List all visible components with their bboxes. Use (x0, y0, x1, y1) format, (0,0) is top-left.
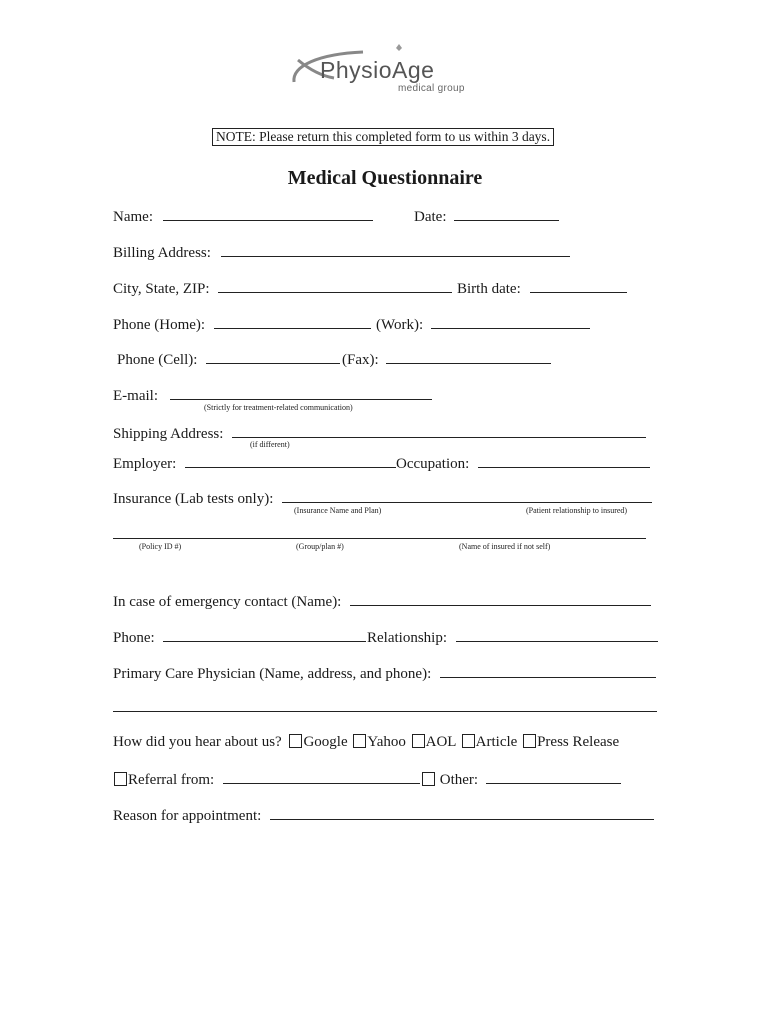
option-google-label: Google (303, 734, 348, 750)
billing-address-field[interactable] (221, 242, 570, 257)
employer-label: Employer: (113, 456, 177, 472)
city-state-zip-field[interactable] (218, 278, 452, 293)
policy-id-note: (Policy ID #) (139, 542, 182, 551)
phone-home-label: Phone (Home): (113, 317, 206, 333)
phone-cell-row (117, 349, 340, 369)
employer-field[interactable] (185, 453, 396, 468)
name-of-insured-note: (Name of insured if not self) (459, 542, 551, 551)
logo-brand-text: PhysioAge (320, 57, 435, 83)
checkbox-press-release[interactable] (523, 734, 536, 748)
other-label: Other: (439, 772, 479, 788)
patient-relationship-note: (Patient relationship to insured) (526, 506, 628, 515)
name-field[interactable] (163, 206, 373, 221)
hear-about-row (113, 733, 619, 751)
city-row (113, 278, 452, 298)
primary-care-row (113, 663, 656, 683)
insurance-name-note: (Insurance Name and Plan) (294, 506, 382, 515)
checkbox-article[interactable] (462, 734, 475, 748)
other-field[interactable] (486, 769, 621, 784)
birth-date-label: Birth date: (457, 281, 521, 297)
occupation-row (396, 453, 650, 473)
billing-address-label: Billing Address: (113, 245, 211, 261)
referral-from-field[interactable] (223, 769, 420, 784)
emergency-row (113, 591, 651, 611)
insurance-field[interactable] (282, 488, 652, 503)
reason-label: Reason for appointment: (113, 808, 262, 824)
birth-date-field[interactable] (530, 278, 627, 293)
policy-line-field[interactable] (113, 538, 646, 539)
billing-row (113, 242, 570, 262)
reason-row (113, 805, 654, 825)
other-row (422, 769, 621, 789)
checkbox-google[interactable] (289, 734, 302, 748)
option-press-release-label: Press Release (537, 734, 620, 750)
option-article-label: Article (475, 734, 518, 750)
primary-care-field-line2[interactable] (113, 711, 657, 712)
checkbox-aol[interactable] (412, 734, 425, 748)
referral-from-label: Referral from: (128, 772, 215, 788)
birth-date-row (457, 278, 627, 298)
phone-home-field[interactable] (214, 314, 371, 329)
name-row (113, 206, 373, 226)
emergency-phone-row (113, 627, 366, 647)
date-field[interactable] (454, 206, 559, 221)
insurance-row (113, 488, 652, 508)
relationship-field[interactable] (456, 627, 658, 642)
checkbox-referral[interactable] (114, 772, 127, 786)
option-yahoo-label: Yahoo (367, 734, 406, 750)
email-note: (Strictly for treatment-related communication) (204, 403, 353, 412)
fax-label: (Fax): (342, 352, 379, 368)
referral-row (114, 769, 420, 789)
page-title: Medical Questionnaire (287, 167, 483, 189)
email-label: E-mail: (113, 388, 158, 404)
emergency-phone-label: Phone: (113, 630, 155, 646)
phone-cell-label: Phone (Cell): (117, 352, 198, 368)
relationship-label: Relationship: (367, 630, 447, 646)
name-label: Name: (113, 209, 153, 225)
phone-home-row (113, 314, 371, 334)
occupation-label: Occupation: (396, 456, 470, 472)
relationship-row (367, 627, 658, 647)
group-plan-note: (Group/plan #) (296, 542, 344, 551)
fax-row (342, 349, 551, 369)
emergency-phone-field[interactable] (163, 627, 366, 642)
date-row (414, 206, 559, 226)
shipping-address-label: Shipping Address: (113, 426, 224, 442)
phone-cell-field[interactable] (206, 349, 340, 364)
work-phone-field[interactable] (431, 314, 590, 329)
option-aol-label: AOL (425, 734, 456, 750)
emergency-contact-field[interactable] (350, 591, 651, 606)
shipping-address-field[interactable] (232, 423, 646, 438)
email-field[interactable] (170, 385, 432, 400)
hear-about-label: How did you hear about us? (113, 734, 282, 750)
work-phone-label: (Work): (376, 317, 424, 333)
fax-field[interactable] (386, 349, 551, 364)
physioage-logo (288, 42, 488, 98)
email-row (113, 385, 432, 405)
insurance-label: Insurance (Lab tests only): (113, 491, 274, 507)
work-phone-row (376, 314, 590, 334)
reason-field[interactable] (270, 805, 654, 820)
logo-subtitle: medical group (398, 83, 465, 94)
employer-row (113, 453, 396, 473)
return-note: NOTE: Please return this completed form to us within 3 days. (212, 128, 554, 146)
primary-care-label: Primary Care Physician (Name, address, and phone): (113, 666, 432, 682)
primary-care-field[interactable] (440, 663, 656, 678)
emergency-contact-label: In case of emergency contact (Name): (113, 594, 342, 610)
checkbox-yahoo[interactable] (353, 734, 366, 748)
checkbox-other[interactable] (422, 772, 435, 786)
shipping-row (113, 423, 646, 443)
date-label: Date: (414, 209, 447, 225)
city-state-zip-label: City, State, ZIP: (113, 281, 210, 297)
occupation-field[interactable] (478, 453, 650, 468)
shipping-note: (if different) (250, 440, 290, 449)
